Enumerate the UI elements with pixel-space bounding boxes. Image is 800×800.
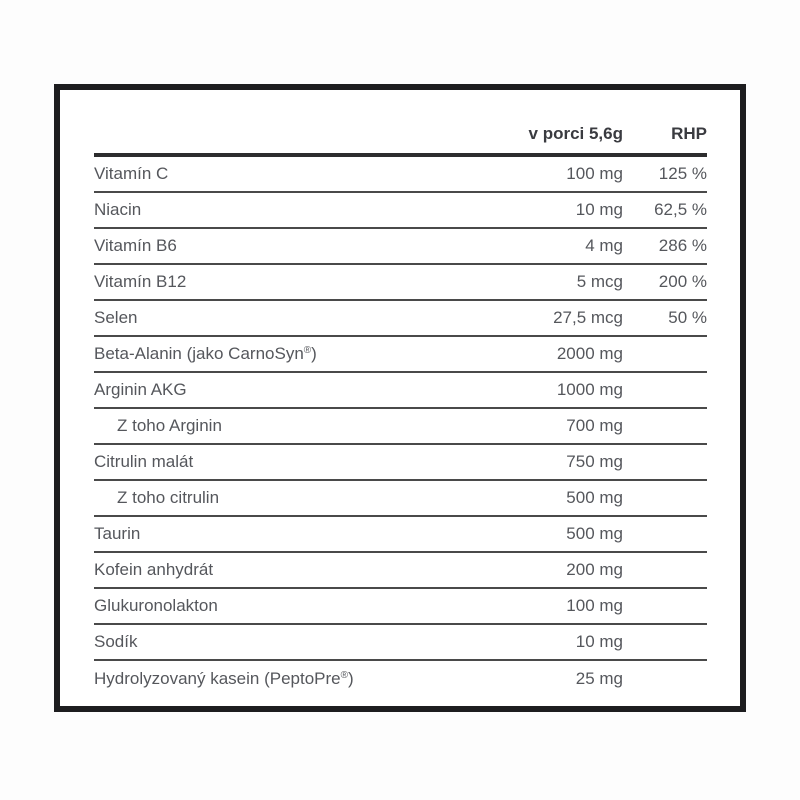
table-row bbox=[94, 409, 707, 445]
row-amount: 1000 mg bbox=[556, 380, 623, 399]
row-label: Glukuronolakton bbox=[94, 596, 218, 615]
row-label: Hydrolyzovaný kasein (PeptoPre®) bbox=[94, 669, 354, 688]
table-row bbox=[94, 337, 707, 373]
row-label: Arginin AKG bbox=[94, 380, 187, 399]
row-rhp: 50 % bbox=[668, 308, 707, 327]
row-amount: 10 mg bbox=[575, 200, 623, 219]
row-amount: 2000 mg bbox=[556, 344, 623, 363]
row-amount: 4 mg bbox=[585, 236, 623, 255]
row-rhp: 62,5 % bbox=[654, 200, 707, 219]
supplement-facts-table bbox=[94, 90, 707, 697]
supplement-facts-panel bbox=[54, 84, 746, 712]
table-header-row bbox=[94, 90, 707, 153]
row-amount: 10 mg bbox=[575, 632, 623, 651]
row-label: Niacin bbox=[94, 200, 142, 219]
row-label: Vitamín B12 bbox=[94, 272, 187, 291]
table-row bbox=[94, 265, 707, 301]
row-amount: 750 mg bbox=[566, 452, 623, 471]
row-amount: 200 mg bbox=[566, 560, 623, 579]
column-header-rhp: RHP bbox=[671, 124, 707, 143]
row-rhp: 286 % bbox=[658, 236, 707, 255]
row-label: Taurin bbox=[94, 524, 141, 543]
table-row bbox=[94, 301, 707, 337]
row-label: Z toho Arginin bbox=[117, 416, 222, 435]
row-label: Sodík bbox=[94, 632, 138, 651]
registered-trademark-symbol: ® bbox=[303, 345, 312, 356]
registered-trademark-symbol: ® bbox=[340, 670, 348, 681]
row-label: Beta-Alanin (jako CarnoSyn®) bbox=[94, 344, 317, 363]
table-row bbox=[94, 661, 707, 697]
table-row bbox=[94, 157, 707, 193]
row-label: Z toho citrulin bbox=[117, 488, 220, 507]
row-rhp: 200 % bbox=[658, 272, 707, 291]
table-body bbox=[94, 157, 707, 697]
table-row bbox=[94, 517, 707, 553]
row-amount: 5 mcg bbox=[576, 272, 623, 291]
row-amount: 27,5 mcg bbox=[553, 308, 623, 327]
table-row bbox=[94, 373, 707, 409]
column-header-serving: v porci 5,6g bbox=[528, 124, 623, 143]
row-amount: 500 mg bbox=[566, 524, 623, 543]
table-row bbox=[94, 625, 707, 661]
table-row bbox=[94, 481, 707, 517]
row-amount: 100 mg bbox=[566, 164, 623, 183]
table-row bbox=[94, 553, 707, 589]
table-row bbox=[94, 589, 707, 625]
row-label: Vitamín C bbox=[94, 164, 169, 183]
row-label: Citrulin malát bbox=[94, 452, 194, 471]
row-amount: 25 mg bbox=[575, 669, 623, 688]
row-rhp: 125 % bbox=[658, 164, 707, 183]
row-label: Selen bbox=[94, 308, 138, 327]
row-amount: 100 mg bbox=[566, 596, 623, 615]
table-row bbox=[94, 193, 707, 229]
table-row bbox=[94, 445, 707, 481]
row-amount: 700 mg bbox=[566, 416, 623, 435]
row-amount: 500 mg bbox=[566, 488, 623, 507]
table-row bbox=[94, 229, 707, 265]
row-label: Vitamín B6 bbox=[94, 236, 177, 255]
row-label: Kofein anhydrát bbox=[94, 560, 214, 579]
